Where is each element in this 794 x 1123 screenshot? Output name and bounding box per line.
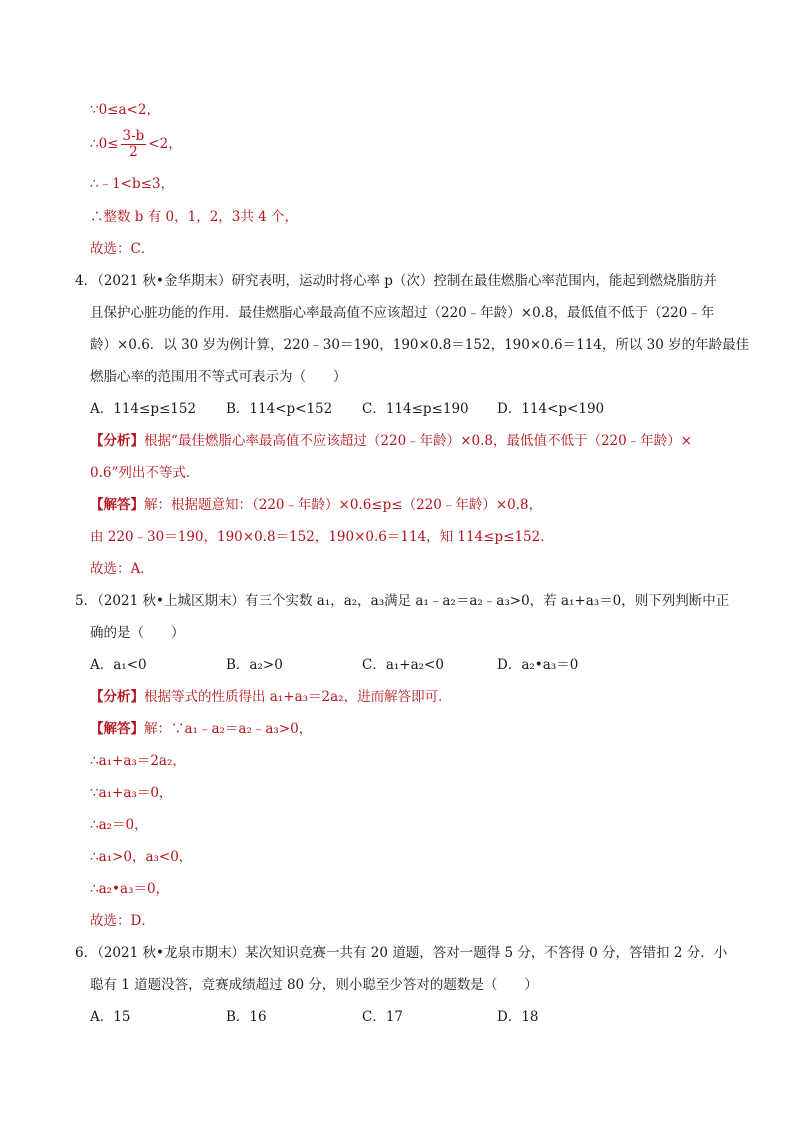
solution3-line2-post: <2， [148,136,182,152]
q6-option-c: C．17 [362,1009,404,1025]
q5-answer-text: 解：∵a₁﹣a₂＝a₂﹣a₃>0， [144,721,313,737]
q5-stem-line2: 确的是（ ） [90,625,185,641]
q4-option-a: A．114≤p≤152 [90,401,197,417]
q4-choice: 故选：A． [90,561,154,577]
q4-option-d: D．114<p<190 [497,401,605,417]
q4-analysis-text: 根据“最佳燃脂心率最高值不应该超过（220﹣年龄）×0.8，最低值不低于（220﹣年龄）× [144,433,693,449]
solution3-line1: ∵0≤a<2， [90,102,160,118]
q4-option-b: B．114<p<152 [226,401,333,417]
fraction [121,129,147,160]
solution3-line2-pre: ∴0≤ [90,136,119,152]
q5-analysis-text: 根据等式的性质得出 a₁+a₃＝2a₂，进而解答即可． [144,689,452,705]
q4-answer-line2: 由 220﹣30＝190，190×0.8＝152，190×0.6＝114，知 114≤p≤152． [90,529,554,545]
q5-step: ∵a₁+a₃＝0， [90,785,173,801]
q4-stem-line2: 且保护心脏功能的作用．最佳燃脂心率最高值不应该超过（220﹣年龄）×0.8，最低值不低于（220﹣年 [90,305,715,321]
q4-stem-line1: 4．（2021 秋•金华期末）研究表明，运动时将心率 p（次）控制在最佳燃脂心率范围内，能起到燃烧脂肪并 [75,273,717,289]
q4-analysis-line2: 0.6”列出不等式． [90,465,200,481]
solution3-line4: ∴整数 b 有 0，1，2，3共 4 个， [90,209,299,225]
q6-option-d: D．18 [497,1009,539,1025]
q5-answer-line1 [90,719,312,739]
q5-analysis-line1 [90,687,452,707]
q5-analysis-tag: 【分析】 [90,689,144,705]
q4-answer-tag: 【解答】 [90,497,144,513]
q5-stem-line1: 5．（2021 秋•上城区期末）有三个实数 a₁，a₂，a₃满足 a₁﹣a₂＝a₂﹣a₃>0，若 a₁+a₃＝0，则下列判断中正 [75,593,730,609]
q4-answer-text: 解：根据题意知：（220﹣年龄）×0.6≤p≤（220﹣年龄）×0.8， [144,497,543,513]
q5-option-b: B．a₂>0 [226,657,283,673]
q5-choice: 故选：D． [90,913,155,929]
q6-stem-line1: 6．（2021 秋•龙泉市期末）某次知识竞赛一共有 20 道题，答对一题得 5 分，不答得 0 分，答错扣 2 分．小 [75,945,728,961]
q5-option-c: C．a₁+a₂<0 [362,657,444,673]
q6-stem-line2: 聪有 1 道题没答，竞赛成绩超过 80 分，则小聪至少答对的题数是（ ） [90,977,538,993]
solution3-line2 [90,129,182,160]
solution3-choice: 故选：C． [90,241,155,257]
q5-answer-tag: 【解答】 [90,721,144,737]
q4-stem-line3: 龄）×0.6．以 30 岁为例计算，220﹣30＝190，190×0.8＝152，190×0.6＝114，所以 30 岁的年龄最佳 [90,337,750,353]
q6-option-b: B．16 [226,1009,267,1025]
q4-option-c: C．114≤p≤190 [362,401,469,417]
q5-step: ∴a₂•a₃＝0， [90,881,170,897]
q5-step: ∴a₂＝0， [90,817,148,833]
q4-analysis-line1 [90,431,692,451]
fraction-denominator: 2 [129,144,138,160]
solution3-line3: ∴﹣1<b≤3， [90,176,175,192]
q5-step: ∴a₁+a₃＝2a₂， [90,753,186,769]
q4-analysis-tag: 【分析】 [90,433,144,449]
q6-option-a: A．15 [90,1009,131,1025]
q4-answer-line1 [90,495,542,515]
q4-stem-line4: 燃脂心率的范围用不等式可表示为（ ） [90,369,347,385]
q5-option-a: A．a₁<0 [90,657,147,673]
q5-step: ∴a₁>0，a₃<0， [90,849,193,865]
fraction-numerator: 3-b [122,128,145,144]
q5-option-d: D．a₂•a₃＝0 [497,657,579,673]
